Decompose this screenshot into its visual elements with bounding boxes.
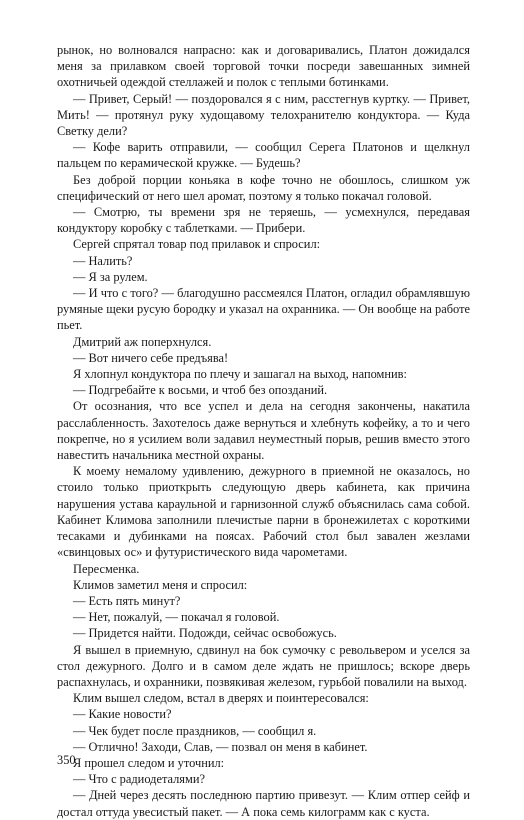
paragraph: Дмитрий аж поперхнулся. [73,334,212,349]
paragraph: — И что с того? — благодушно рассмеялся Платон, огладил обрамлявшую румяные щеки русую бородку и указал на охранника. — Он вообще на работе пьет. [57,286,470,333]
paragraph: Сергей спрятал товар под прилавок и спросил: [73,237,321,252]
paragraph: — Налить? [73,253,133,268]
paragraph: — Что с радиодеталями? [73,772,205,787]
paragraph: — Нет, пожалуй, — покачал я головой. [73,610,280,625]
paragraph: — Дней через десять последнюю партию привезут. — Клим отпер сейф и достал оттуда увесистый пакет. — А пока семь килограмм как с куста. [57,788,470,819]
paragraph: — Есть пять минут? [73,593,181,608]
body-text [57,42,470,820]
paragraph: — Отлично! Заходи, Слав, — позвал он меня в кабинет. [73,739,368,754]
paragraph: К моему немалому удивлению, дежурного в приемной не оказалось, но стоило только приоткрыть следующую дверь кабинета, как причина нарушения устава караульной и гарнизонной служб объяснилась сама собой. Кабинет Климова заполнили плечистые парни в бронежилетах с короткими тесаками и дубинками на поясах. Рабочий стол был завален жезлами «свинцовых ос» и футуристического вида чарометами. [57,464,470,560]
paragraph: Я хлопнул кондуктора по плечу и зашагал на выход, напомнив: [73,367,407,382]
paragraph-continued: рынок, но волновался напрасно: как и договаривались, Платон дожидался меня за прилавком своей торговой точки посреди завешанных зимней охотничьей одеждой стеллажей и полок с теплыми ботинками. [57,43,470,90]
paragraph: Я вышел в приемную, сдвинул на бок сумочку с револьвером и уселся за стол дежурного. Долго и в самом деле ждать не пришлось; вскоре дверь распахнулась, и охранники, позвякивая железом, гурьбой повалили на выход. [57,642,470,689]
page-number: 350 [57,753,76,767]
paragraph: — Подгребайте к восьми, и чтоб без опозданий. [73,383,328,398]
paragraph: — Я за рулем. [73,269,148,284]
paragraph: Пересменка. [73,561,140,576]
paragraph: — Какие новости? [73,707,172,722]
paragraph: — Кофе варить отправили, — сообщил Серега Платонов и щелкнул пальцем по керамической кружке. — Будешь? [57,140,470,171]
paragraph: — Смотрю, ты времени зря не теряешь, — усмехнулся, передавая кондуктору коробку с таблетками. — Прибери. [57,205,470,236]
paragraph: Без доброй порции коньяка в кофе точно не обошлось, слишком уж специфический от него шел аромат, поэтому я только покачал головой. [57,172,470,203]
paragraph: Я прошел следом и уточнил: [73,755,225,770]
paragraph: — Придется найти. Подожди, сейчас освобожусь. [73,626,337,641]
paragraph: — Чек будет после праздников, — сообщил я. [73,723,317,738]
paragraph: — Привет, Серый! — поздоровался я с ним, расстегнув куртку. — Привет, Мить! — протянул руку худощавому телохранителю кондуктора. — Куда Светку дели? [57,91,470,139]
paragraph: — Вот ничего себе предъява! [73,350,229,365]
paragraph: Клим вышел следом, встал в дверях и поинтересовался: [73,691,369,706]
paragraph: От осознания, что все успел и дела на сегодня закончены, накатила расслабленность. Захотелось даже вернуться и хлебнуть кофейку, а то и чего покрепче, но я усилием воли задавил неуместный порыв, решив вместо этого навестить начальника местной охраны. [57,399,470,463]
paragraph: Климов заметил меня и спросил: [73,577,248,592]
